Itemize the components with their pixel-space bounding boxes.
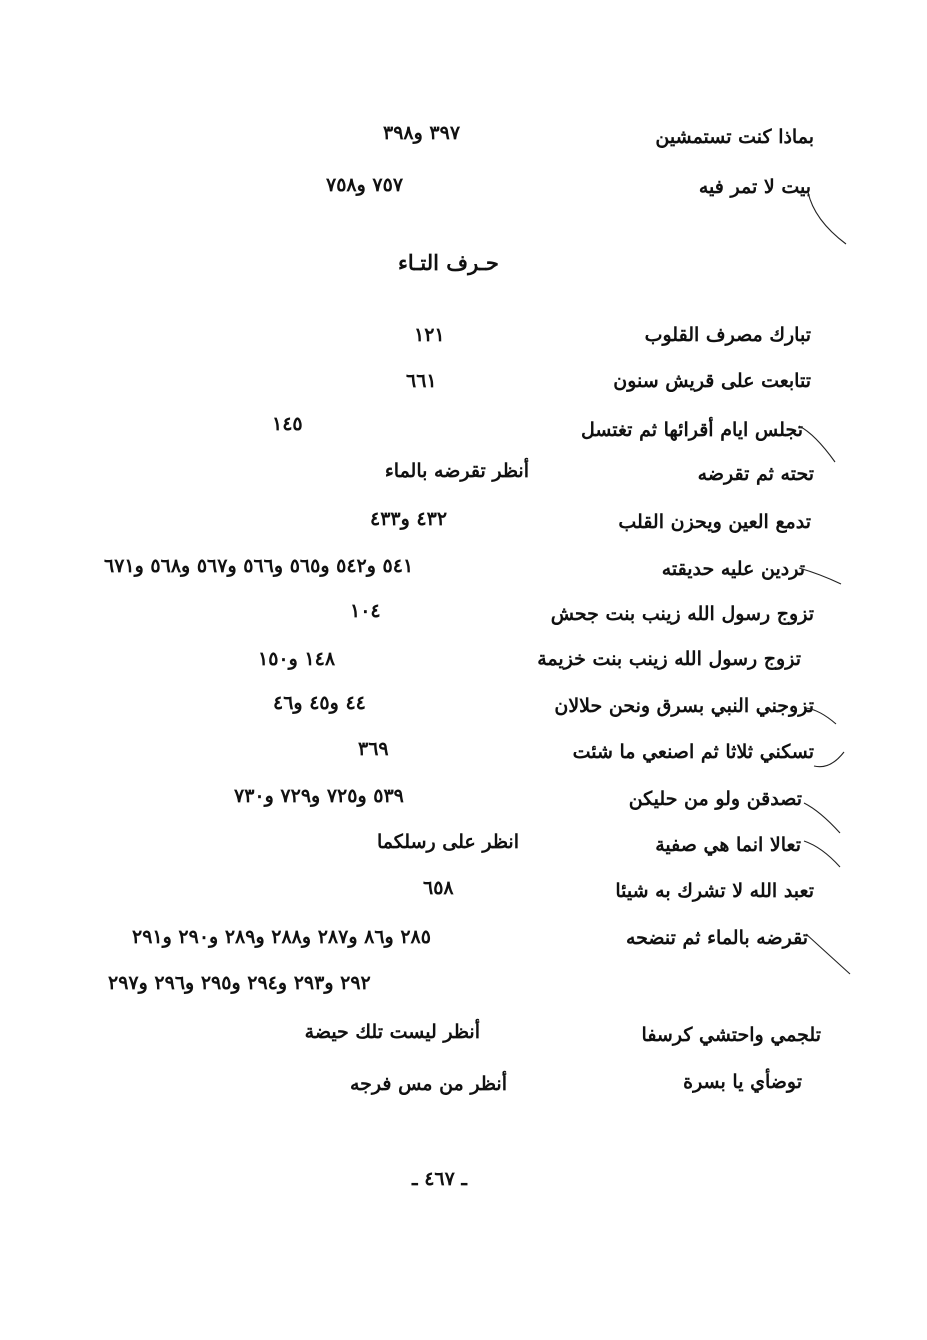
check-mark-icon [800,190,850,250]
entry-phrase: تقرضه بالماء ثم تنضحه [625,927,808,949]
entry-ref: ٧٥٧ و٧٥٨ [326,174,404,196]
entry-ref: ٣٩٧ و٣٩٨ [383,122,461,144]
check-mark-icon [800,930,855,980]
page-number: ـ ٤٦٧ ـ [412,1168,467,1190]
entry-ref: ١٠٤ [350,600,381,622]
entry-ref: أنظر من مس فرجه [349,1073,507,1095]
entry-ref: ٣٦٩ [358,738,389,760]
entry-ref: أنظر تقرضه بالماء [384,460,529,482]
entry-ref: ٢٨٥ و٨٦ و٢٨٧ و٢٨٨ و٢٨٩ و٢٩٠ و٢٩١ [132,926,431,948]
entry-ref: ٤٣٢ و٤٣٣ [370,508,448,530]
entry-phrase: تردين عليه حديقته [661,558,805,580]
check-mark-icon [810,748,850,793]
check-mark-icon [800,835,845,875]
entry-ref: ١٢١ [414,324,445,346]
entry-phrase: تزوج رسول الله زينب بنت جحش [550,603,814,625]
entry-phrase: تجلس ايام أقرائها ثم تغتسل [580,419,803,441]
section-heading: حـرف التـاء [398,250,499,275]
entry-phrase: توضأي يا بسرة [683,1071,802,1093]
entry-ref: ١٤٥ [272,413,303,435]
entry-phrase: تسكني ثلاثا ثم اصنعي ما شئت [572,741,814,763]
check-mark-icon [800,795,845,840]
entry-ref: ٦٥٨ [423,877,454,899]
entry-ref: ٦٦١ [406,370,437,392]
entry-phrase: تعبد الله لا تشرك به شيئا [615,880,814,902]
entry-phrase: تتابعت على قريش سنون [613,370,811,392]
entry-phrase: تزوج رسول الله زينب بنت خزيمة [537,648,801,670]
entry-phrase: بماذا كنت تستمشين [655,126,814,148]
entry-phrase: تعالا انما هي صفية [655,834,801,856]
entry-phrase: تصدقن ولو من حليكن [628,788,802,810]
check-mark-icon [795,560,845,590]
entry-phrase: تحته ثم تقرضه [697,463,814,485]
entry-phrase: تدمع العين ويحزن القلب [618,511,811,533]
entry-ref: ٥٣٩ و٧٢٥ و٧٢٩ و٧٣٠ [234,785,404,807]
entry-ref: ٥٤١ و٥٤٢ و٥٦٥ و٥٦٦ و٥٦٧ و٥٦٨ و٦٧١ [104,555,414,577]
check-mark-icon [800,700,840,730]
entry-phrase: تزوجني النبي بسرق ونحن حلالان [554,695,814,717]
entry-ref: ٤٤ و٤٥ و٤٦ [273,692,366,714]
entry-ref: ١٤٨ و١٥٠ [258,648,336,670]
entry-phrase: تبارك مصرف القلوب [644,324,811,346]
entry-ref-continuation: ٢٩٢ و٢٩٣ و٢٩٤ و٢٩٥ و٢٩٦ و٢٩٧ [108,972,371,994]
entry-phrase: تلجمي واحتشي كرسفا [641,1024,821,1046]
entry-ref: أنظر ليست تلك حيضة [304,1021,480,1043]
entry-phrase: بيت لا تمر فيه [698,176,811,198]
entry-ref: انظر على رسلكما [377,831,519,853]
check-mark-icon [795,420,840,470]
